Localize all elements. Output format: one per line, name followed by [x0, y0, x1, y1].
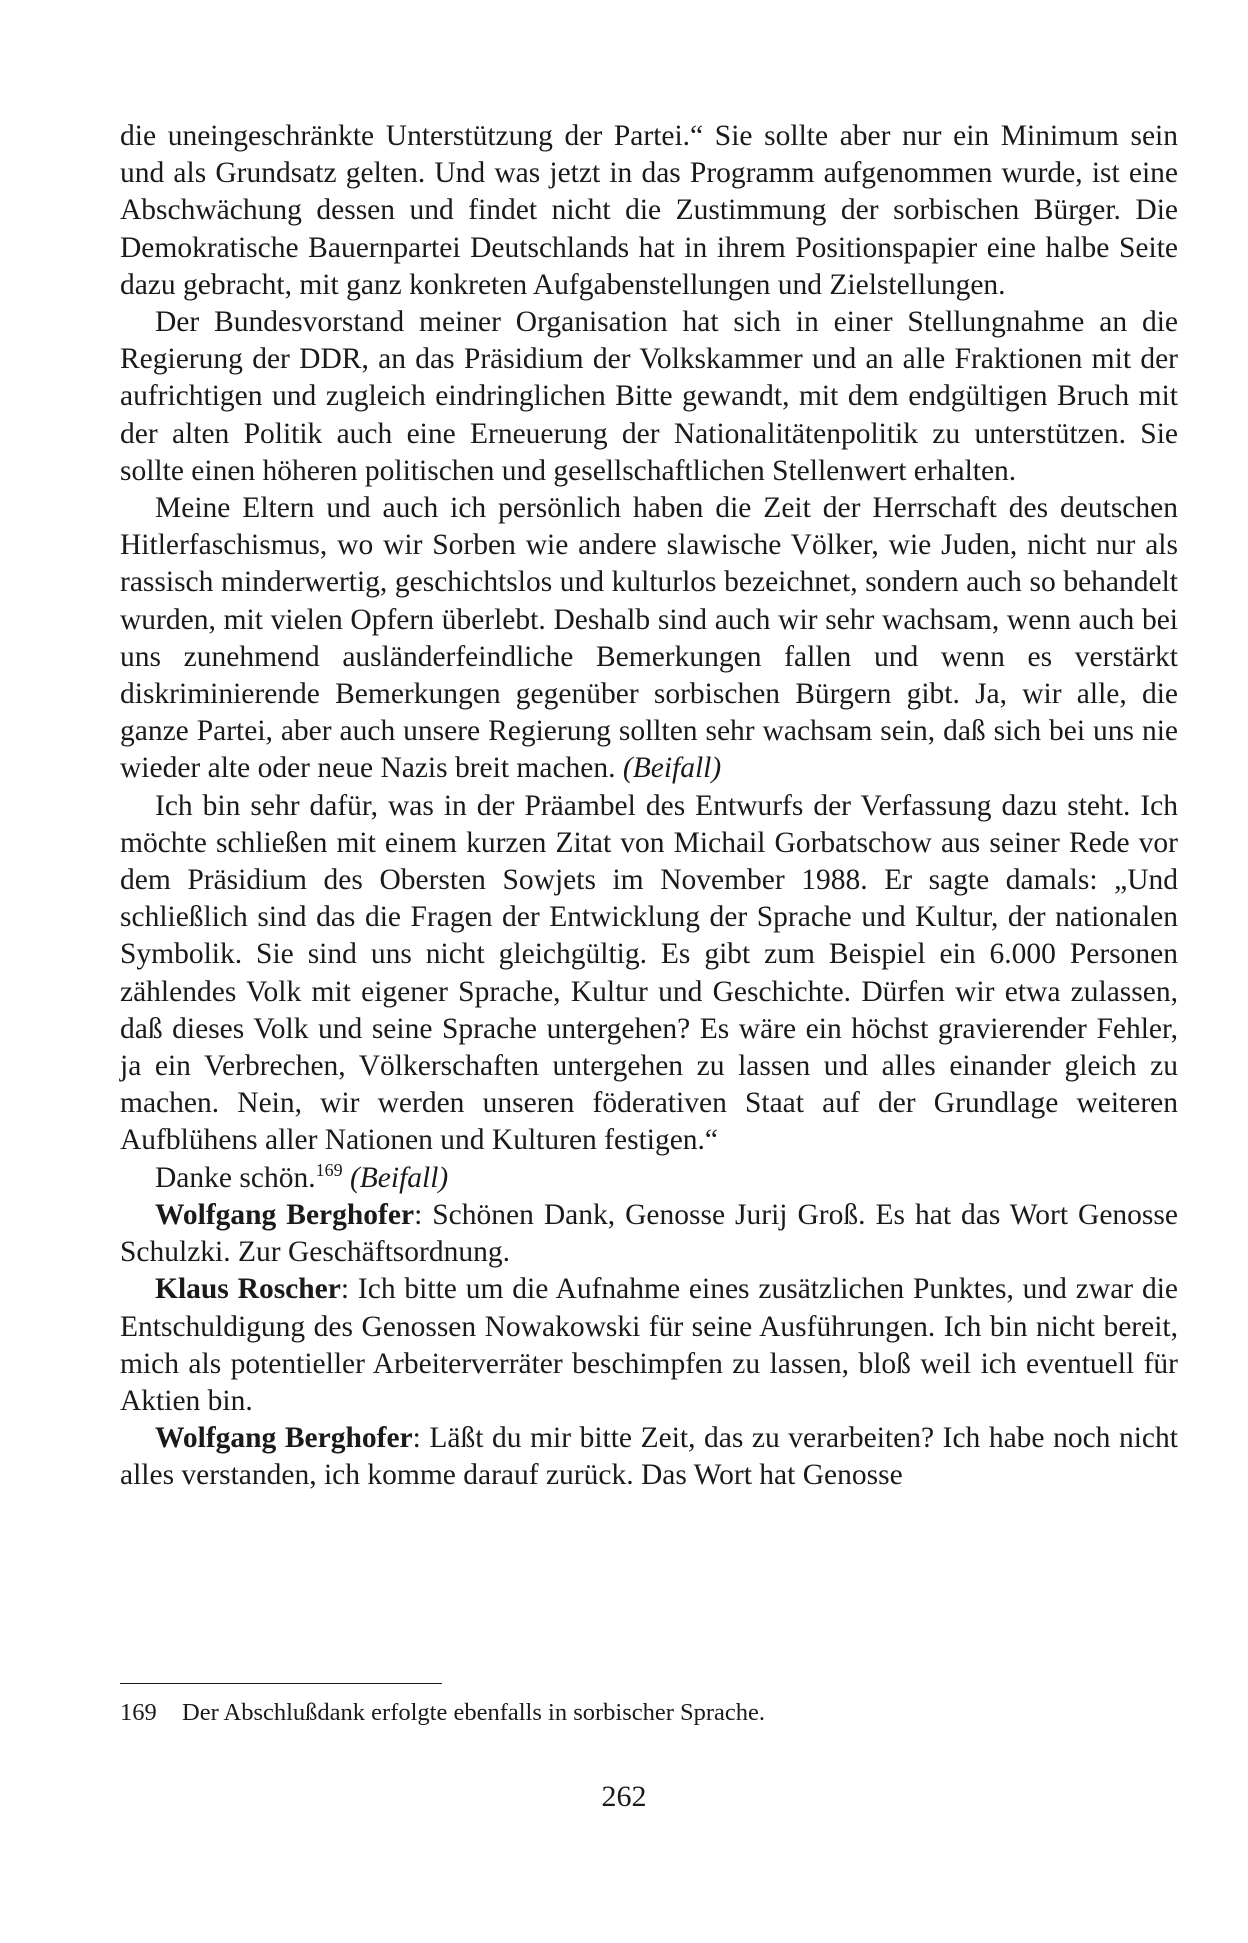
paragraph-7-text: : Ich bitte um die Aufnahme eines zusätzlichen Punktes, und zwar die Entschuldigung des Genossen Nowakowski für seine Ausführungen. Ich bin nicht bereit, mich als potentieller Arbeiterverräter beschimpfen zu lassen, bloß weil ich eventuell für Aktien bin.	[120, 1273, 1179, 1417]
paragraph-4: Ich bin sehr dafür, was in der Präambel des Entwurfs der Verfassung dazu steht. Ich möchte schließen mit einem kurzen Zitat von Michail Gorbatschow aus seiner Rede vor dem Präsidium des Obersten Sowjets im November 1988. Er sagte damals: „Und schließlich sind das die Fragen der Entwicklung der Sprache und Kultur, der nationalen Symbolik. Sie sind uns nicht gleichgültig. Es gibt zum Beispiel ein 6.000 Personen zählendes Volk mit eigener Sprache, Kultur und Geschichte. Dürfen wir etwa zulassen, daß dieses Volk und seine Sprache untergehen? Es wäre ein höchst gravierender Fehler, ja ein Verbrechen, Völkerschaften untergehen zu lassen und alles einander gleich zu machen. Nein, wir werden unseren föderativen Staat auf der Grundlage weiteren Aufblühens aller Nationen und Kulturen festigen.“	[120, 789, 1178, 1157]
paragraph-8	[120, 1420, 1178, 1494]
paragraph-6	[120, 1197, 1178, 1271]
page-body	[120, 118, 1178, 1495]
paragraph-3	[120, 490, 1178, 788]
paragraph-5	[120, 1160, 1178, 1197]
footnote	[120, 1697, 1178, 1729]
stage-direction-applause: (Beifall)	[622, 752, 722, 785]
stage-direction-applause: (Beifall)	[349, 1161, 449, 1194]
paragraph-3-text: Meine Eltern und auch ich persönlich haben die Zeit der Herrschaft des deutschen Hitlerfaschismus, wo wir Sorben wie andere slawische Völker, wie Juden, nicht nur als rassisch minderwertig, geschichtslos und kulturlos bezeichnet, sondern auch so behandelt wurden, mit vielen Opfern überlebt. Deshalb sind auch wir sehr wachsam, wenn auch bei uns zunehmend ausländerfeindliche Bemerkungen fallen und wenn es verstärkt diskriminierende Bemerkungen gegenüber sorbischen Bürgern gibt. Ja, wir alle, die ganze Partei, aber auch unsere Regierung sollten sehr wachsam sein, daß sich bei uns nie wieder alte oder neue Nazis breit machen.	[120, 492, 1178, 785]
speaker-name: Wolfgang Berghofer	[155, 1422, 413, 1455]
paragraph-7	[120, 1271, 1178, 1420]
page-number: 262	[601, 1780, 647, 1813]
speaker-name: Klaus Roscher	[155, 1273, 341, 1306]
footnote-text: Der Abschlußdank erfolgte ebenfalls in sorbischer Sprache.	[182, 1699, 766, 1726]
footnote-reference: 169	[315, 1159, 343, 1180]
paragraph-2: Der Bundesvorstand meiner Organisation hat sich in einer Stellungnahme an die Regierung der DDR, an das Präsidium der Volkskammer und an alle Fraktionen mit der aufrichtigen und zugleich eindringlichen Bitte gewandt, mit dem endgültigen Bruch mit der alten Politik auch eine Erneuerung der Nationalitätenpolitik zu unterstützen. Sie sollte einen höheren politischen und gesellschaftlichen Stellenwert erhalten.	[120, 306, 1178, 487]
paragraph-1: die uneingeschränkte Unterstützung der Partei.“ Sie sollte aber nur ein Minimum sein und als Grundsatz gelten. Und was jetzt in das Programm aufgenommen wurde, ist eine Abschwächung dessen und findet nicht die Zustimmung der sorbischen Bürger. Die Demokratische Bauernpartei Deutschlands hat in ihrem Positionspapier eine halbe Seite dazu gebracht, mit ganz konkreten Aufgabenstellungen und Zielstellungen.	[120, 120, 1178, 301]
paragraph-5-text: Danke schön.	[155, 1161, 316, 1194]
footnote-divider	[120, 1683, 442, 1684]
footnote-number: 169	[120, 1699, 157, 1726]
speaker-name: Wolfgang Berghofer	[155, 1198, 415, 1231]
paragraph-6-text: : Schönen Dank, Genosse Jurij Groß. Es hat das Wort Genosse Schulzki. Zur Geschäftsordnung.	[120, 1198, 1178, 1269]
paragraph-8-text: : Läßt du mir bitte Zeit, das zu verarbeiten? Ich habe noch nicht alles verstanden, ich komme darauf zurück. Das Wort hat Genosse	[120, 1422, 1178, 1492]
